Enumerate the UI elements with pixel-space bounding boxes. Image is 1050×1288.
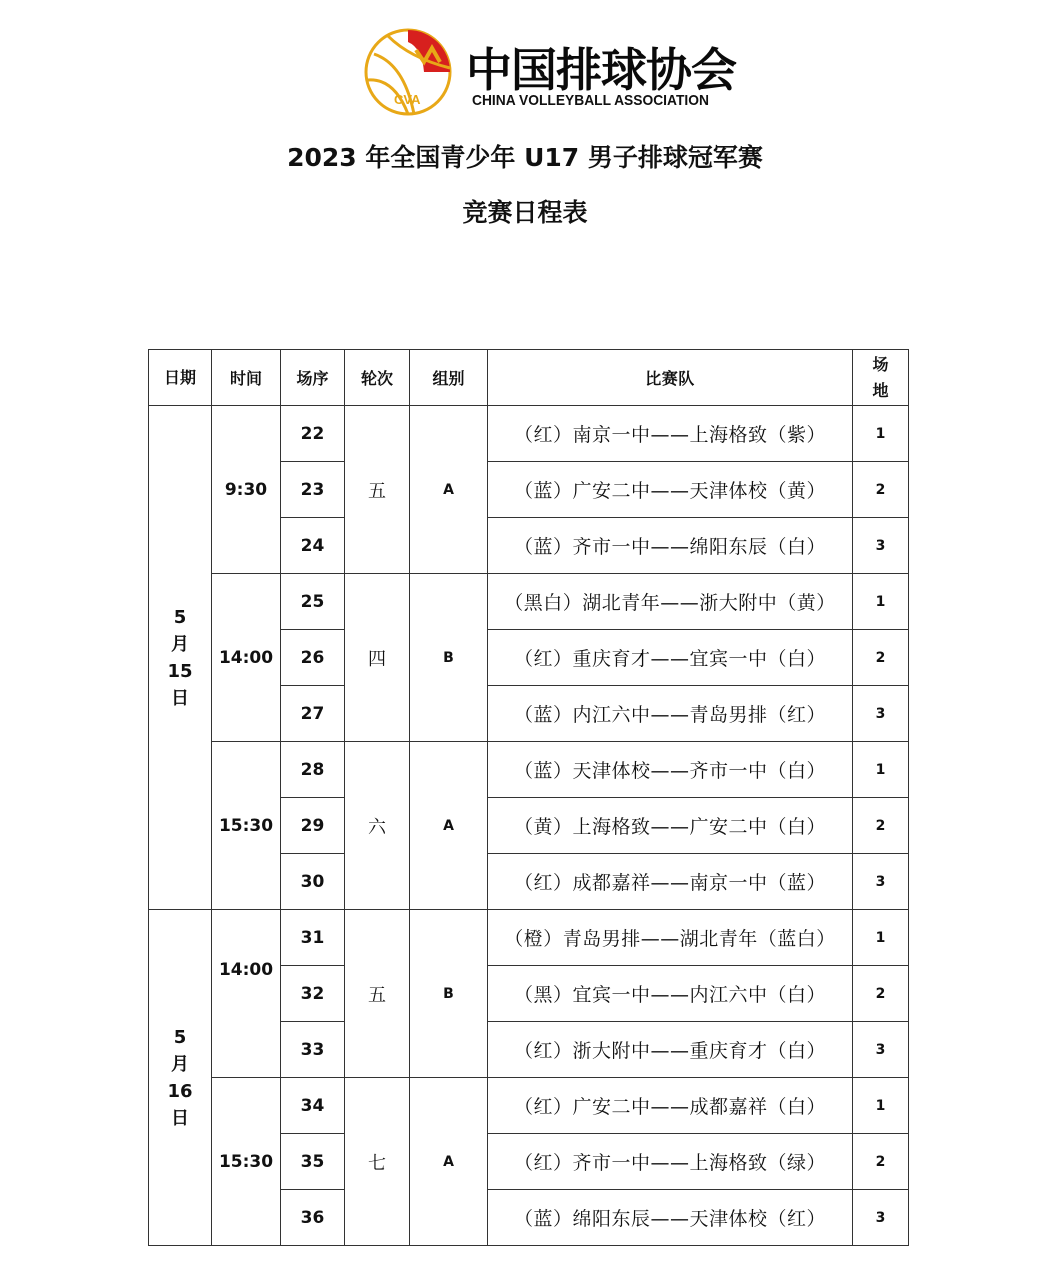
date-cell — [149, 406, 212, 910]
logo-chinese-name: 中国排球协会 — [466, 43, 736, 97]
match-number-cell: 23 — [281, 462, 345, 518]
match-number-cell: 34 — [281, 1078, 345, 1134]
match-number-cell: 27 — [281, 686, 345, 742]
schedule-body — [149, 406, 909, 1246]
col-header-round: 轮次 — [345, 350, 410, 406]
teams-cell: （蓝）绵阳东辰——天津体校（红） — [488, 1190, 853, 1246]
teams-cell: （蓝）内江六中——青岛男排（红） — [488, 686, 853, 742]
group-cell: A — [410, 406, 488, 574]
teams-cell: （红）齐市一中——上海格致（绿） — [488, 1134, 853, 1190]
teams-cell: （红）成都嘉祥——南京一中（蓝） — [488, 854, 853, 910]
time-cell: 9:30 — [212, 406, 281, 574]
match-number-cell: 36 — [281, 1190, 345, 1246]
round-cell: 六 — [345, 742, 410, 910]
round-cell: 七 — [345, 1078, 410, 1246]
match-number-cell: 35 — [281, 1134, 345, 1190]
court-cell: 2 — [853, 462, 909, 518]
table-header-row — [149, 350, 909, 406]
court-cell: 1 — [853, 742, 909, 798]
teams-cell: （橙）青岛男排——湖北青年（蓝白） — [488, 910, 853, 966]
court-cell: 3 — [853, 1022, 909, 1078]
match-number-cell: 28 — [281, 742, 345, 798]
match-number-cell: 29 — [281, 798, 345, 854]
col-header-match-no: 场序 — [281, 350, 345, 406]
match-number-cell: 33 — [281, 1022, 345, 1078]
match-number-cell: 30 — [281, 854, 345, 910]
group-cell: B — [410, 910, 488, 1078]
teams-cell: （黑）宜宾一中——内江六中（白） — [488, 966, 853, 1022]
court-cell: 1 — [853, 406, 909, 462]
date-part: 15 — [167, 660, 193, 682]
col-header-date: 日期 — [149, 350, 212, 406]
emblem-cva-text: CVA — [394, 92, 421, 107]
table-row — [149, 742, 909, 798]
court-cell: 3 — [853, 854, 909, 910]
date-part: 16 — [167, 1080, 193, 1102]
court-cell: 2 — [853, 630, 909, 686]
date-part: 日 — [171, 687, 189, 709]
table-row — [149, 1078, 909, 1134]
court-cell: 1 — [853, 910, 909, 966]
volleyball-emblem-icon — [364, 28, 452, 116]
teams-cell: （蓝）广安二中——天津体校（黄） — [488, 462, 853, 518]
table-row — [149, 406, 909, 462]
date-part: 日 — [171, 1107, 189, 1129]
col-header-teams: 比赛队 — [488, 350, 853, 406]
match-number-cell: 22 — [281, 406, 345, 462]
court-cell: 3 — [853, 686, 909, 742]
date-part: 5 — [173, 606, 187, 628]
court-cell: 2 — [853, 966, 909, 1022]
page-subtitle: 竞赛日程表 — [462, 198, 588, 227]
match-number-cell: 26 — [281, 630, 345, 686]
teams-cell: （红）浙大附中——重庆育才（白） — [488, 1022, 853, 1078]
match-number-cell: 24 — [281, 518, 345, 574]
schedule-table — [148, 349, 909, 1246]
teams-cell: （红）重庆育才——宜宾一中（白） — [488, 630, 853, 686]
round-cell: 五 — [345, 910, 410, 1078]
date-part: 月 — [171, 1053, 189, 1075]
col-header-court-char2: 地 — [872, 380, 889, 400]
col-header-court — [853, 350, 909, 406]
court-cell: 3 — [853, 1190, 909, 1246]
group-cell: B — [410, 574, 488, 742]
round-cell: 五 — [345, 406, 410, 574]
cva-logo — [362, 26, 736, 118]
table-row — [149, 910, 909, 966]
teams-cell: （红）广安二中——成都嘉祥（白） — [488, 1078, 853, 1134]
date-part: 月 — [171, 633, 189, 655]
date-part: 5 — [173, 1026, 187, 1048]
match-number-cell: 31 — [281, 910, 345, 966]
time-cell: 15:30 — [212, 742, 281, 910]
court-cell: 2 — [853, 798, 909, 854]
page-title: 2023 年全国青少年 U17 男子排球冠军赛 — [287, 143, 763, 172]
teams-cell: （蓝）齐市一中——绵阳东辰（白） — [488, 518, 853, 574]
group-cell: A — [410, 1078, 488, 1246]
col-header-group: 组别 — [410, 350, 488, 406]
court-cell: 2 — [853, 1134, 909, 1190]
match-number-cell: 25 — [281, 574, 345, 630]
teams-cell: （黄）上海格致——广安二中（白） — [488, 798, 853, 854]
group-cell: A — [410, 742, 488, 910]
court-cell: 1 — [853, 574, 909, 630]
col-header-time: 时间 — [212, 350, 281, 406]
logo-english-name: CHINA VOLLEYBALL ASSOCIATION — [472, 92, 709, 109]
court-cell: 3 — [853, 518, 909, 574]
table-row — [149, 574, 909, 630]
time-cell: 14:00 — [212, 910, 281, 1078]
teams-cell: （黑白）湖北青年——浙大附中（黄） — [488, 574, 853, 630]
round-cell: 四 — [345, 574, 410, 742]
col-header-court-char1: 场 — [872, 354, 889, 374]
teams-cell: （红）南京一中——上海格致（紫） — [488, 406, 853, 462]
date-cell — [149, 910, 212, 1246]
teams-cell: （蓝）天津体校——齐市一中（白） — [488, 742, 853, 798]
time-cell: 15:30 — [212, 1078, 281, 1246]
court-cell: 1 — [853, 1078, 909, 1134]
match-number-cell: 32 — [281, 966, 345, 1022]
time-cell: 14:00 — [212, 574, 281, 742]
